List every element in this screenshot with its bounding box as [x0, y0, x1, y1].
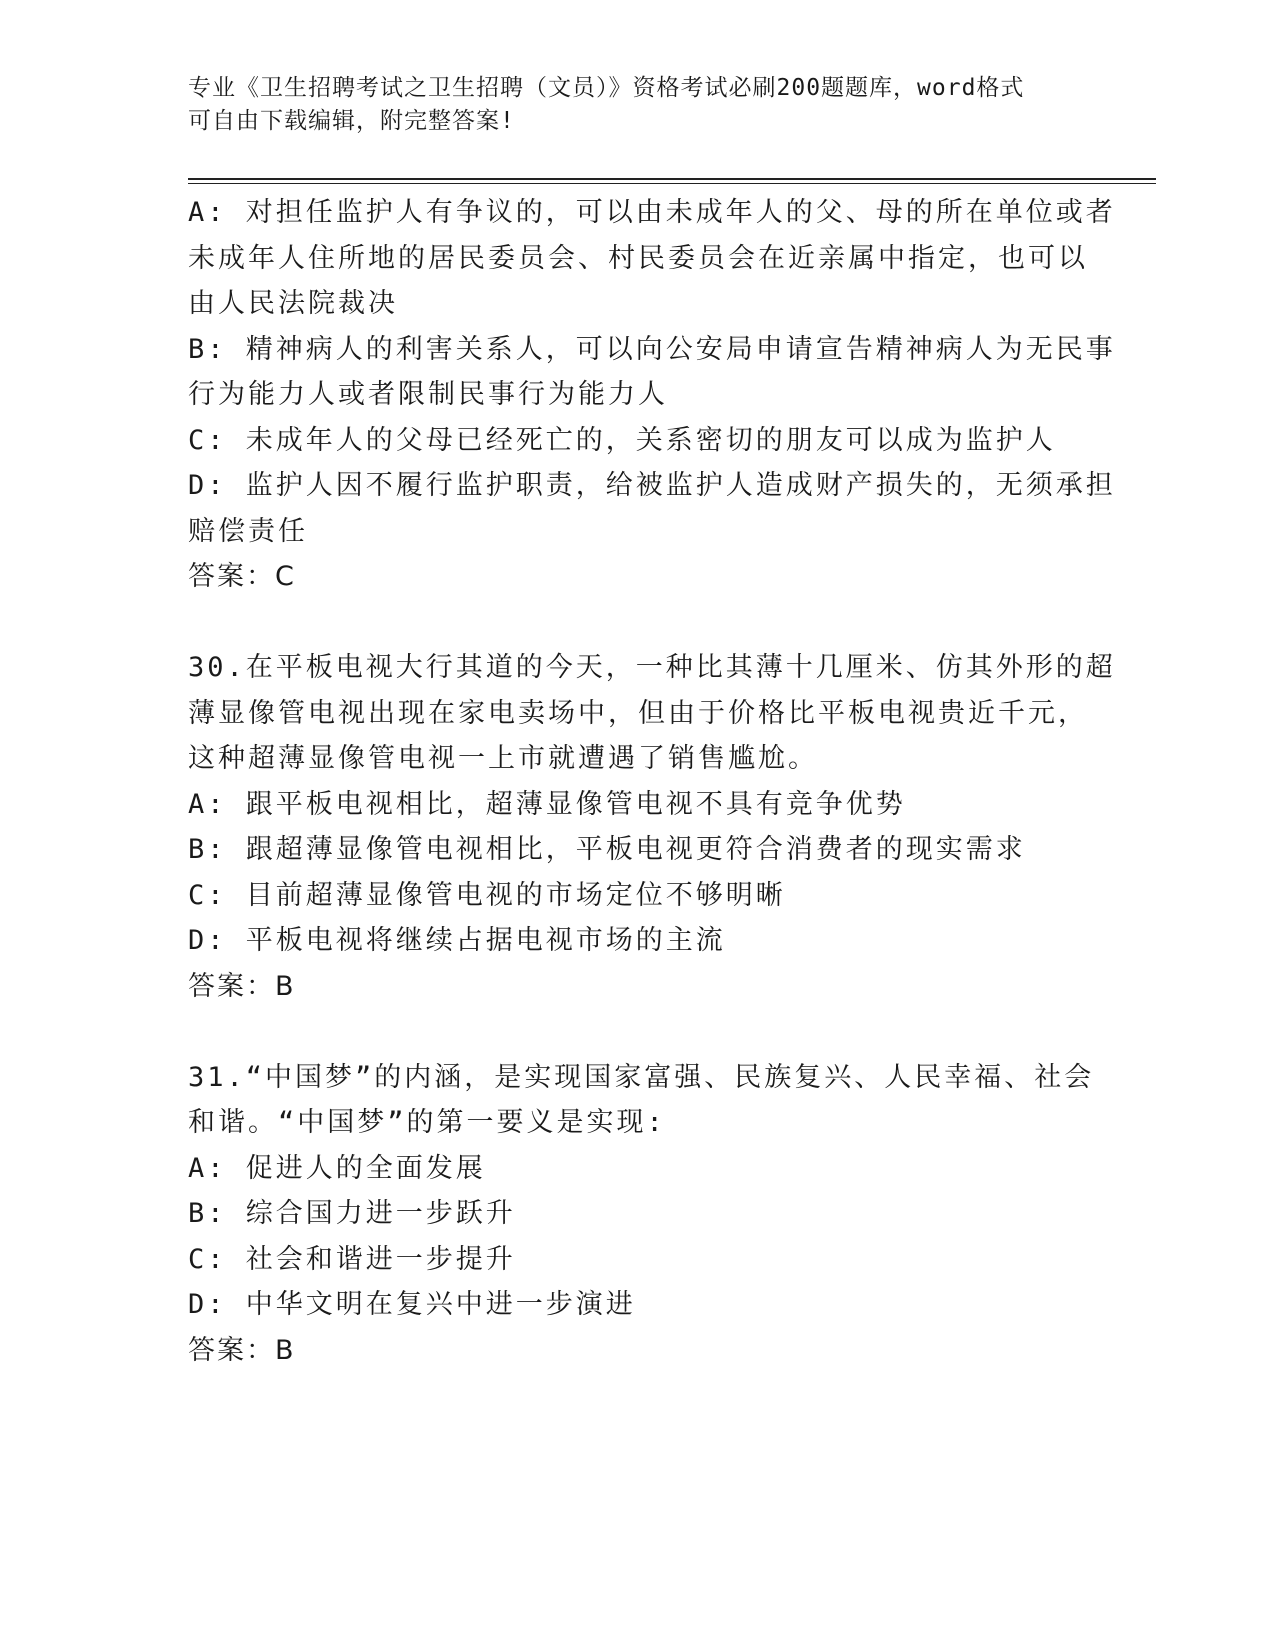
q31-stem-line-1: 31.“中国梦”的内涵，是实现国家富强、民族复兴、人民幸福、社会 — [188, 1061, 1095, 1093]
header-divider — [188, 178, 1156, 180]
q29-answer: 答案：C — [188, 561, 296, 592]
header-divider-thin — [188, 183, 1156, 184]
q29-option-a-line-1: A: 对担任监护人有争议的，可以由未成年人的父、母的所在单位或者 — [188, 197, 1116, 228]
question-content — [188, 190, 1116, 1373]
q30-option-c: C: 目前超薄显像管电视的市场定位不够明晰 — [188, 879, 786, 911]
q31-stem-line-2: 和谐。“中国梦”的第一要义是实现: — [188, 1107, 666, 1138]
q31-option-a: A: 促进人的全面发展 — [188, 1152, 486, 1184]
q29-option-c: C: 未成年人的父母已经死亡的，关系密切的朋友可以成为监护人 — [188, 424, 1056, 456]
q30-option-a: A: 跟平板电视相比，超薄显像管电视不具有竞争优势 — [188, 788, 906, 820]
q30-stem-line-1: 30.在平板电视大行其道的今天，一种比其薄十几厘米、仿其外形的超 — [188, 652, 1116, 683]
q29-option-d-line-2: 赔偿责任 — [188, 515, 308, 547]
q29-option-a-line-2: 未成年人住所地的居民委员会、村民委员会在近亲属中指定，也可以 — [188, 242, 1088, 274]
spacer — [188, 1009, 1078, 1055]
q31-answer: 答案：B — [188, 1334, 296, 1366]
q29-option-a-line-3: 由人民法院裁决 — [188, 288, 398, 319]
q30-stem-line-2: 薄显像管电视出现在家电卖场中，但由于价格比平板电视贵近千元， — [188, 697, 1088, 729]
q31-option-b: B: 综合国力进一步跃升 — [188, 1198, 516, 1229]
q29-option-b-line-2: 行为能力人或者限制民事行为能力人 — [188, 379, 668, 410]
header-line-1: 专业《卫生招聘考试之卫生招聘（文员）》资格考试必刷200题题库，word格式 — [188, 75, 1025, 101]
q30-stem-line-3: 这种超薄显像管电视一上市就遭遇了销售尴尬。 — [188, 743, 818, 774]
q30-option-d: D: 平板电视将继续占据电视市场的主流 — [188, 925, 726, 956]
header-line-2: 可自由下载编辑，附完整答案! — [188, 108, 515, 134]
question-29 — [188, 190, 1116, 600]
question-31 — [188, 1055, 1095, 1374]
q30-answer: 答案：B — [188, 970, 296, 1002]
q31-option-c: C: 社会和谐进一步提升 — [188, 1243, 516, 1275]
page-header — [188, 72, 1068, 138]
question-30 — [188, 645, 1116, 1009]
q29-option-b-line-1: B: 精神病人的利害关系人，可以向公安局申请宣告精神病人为无民事 — [188, 333, 1116, 365]
q30-option-b: B: 跟超薄显像管电视相比，平板电视更符合消费者的现实需求 — [188, 834, 1026, 865]
q29-option-d-line-1: D: 监护人因不履行监护职责，给被监护人造成财产损失的，无须承担 — [188, 470, 1116, 501]
spacer — [188, 600, 1078, 646]
q31-option-d: D: 中华文明在复兴中进一步演进 — [188, 1289, 636, 1320]
